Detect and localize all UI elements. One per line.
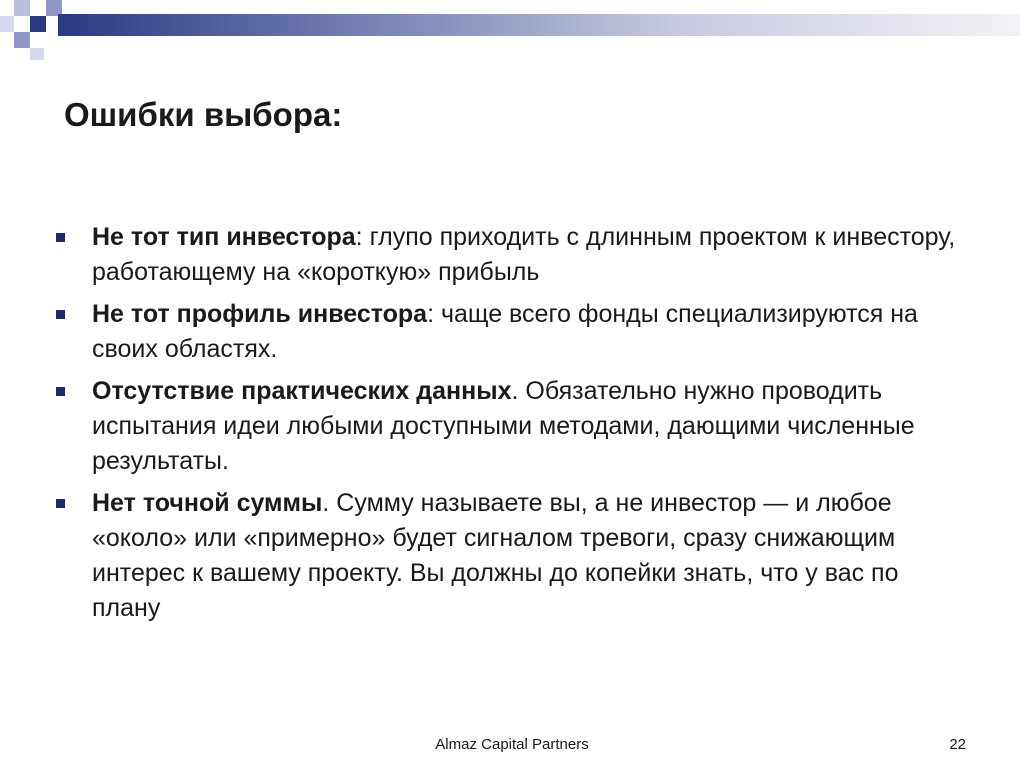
bullet-text: . Сумму называете вы, а не инвестор — и любое «около» или «примерно» будет сигналом тревоги, сразу снижающим интерес к вашему проекту. Вы должны до копейки знать, что у вас по плану — [92, 489, 899, 622]
list-item — [56, 220, 956, 290]
slide-title: Ошибки выбора: — [64, 96, 343, 133]
slide-footer — [0, 736, 1024, 756]
square-bullet-icon — [56, 387, 65, 396]
footer-company: Almaz Capital Partners — [435, 736, 589, 753]
bullet-heading: Не тот тип инвестора — [92, 223, 356, 251]
list-item — [56, 486, 956, 626]
bullet-text: : чаще всего фонды специализируются на своих областях. — [92, 300, 918, 363]
header-gradient-bar — [58, 14, 1020, 36]
list-item — [56, 297, 956, 367]
deco-square — [0, 16, 14, 32]
bullet-heading: Не тот профиль инвестора — [92, 300, 428, 328]
square-bullet-icon — [56, 310, 65, 319]
deco-square — [14, 32, 30, 48]
page-number: 22 — [949, 736, 966, 753]
deco-square — [30, 48, 44, 60]
deco-square — [14, 0, 30, 16]
deco-square — [30, 16, 46, 32]
square-bullet-icon — [56, 499, 65, 508]
bullet-text: : глупо приходить с длинным проектом к инвестору, работающему на «короткую» прибыль — [92, 223, 956, 286]
square-bullet-icon — [56, 233, 65, 242]
list-item — [56, 374, 956, 479]
bullet-heading: Отсутствие практических данных — [92, 377, 512, 405]
bullet-text: . Обязательно нужно проводить испытания идеи любыми доступными методами, дающими численные результаты. — [92, 377, 915, 475]
bullet-list — [56, 220, 956, 633]
bullet-heading: Нет точной суммы — [92, 489, 323, 517]
